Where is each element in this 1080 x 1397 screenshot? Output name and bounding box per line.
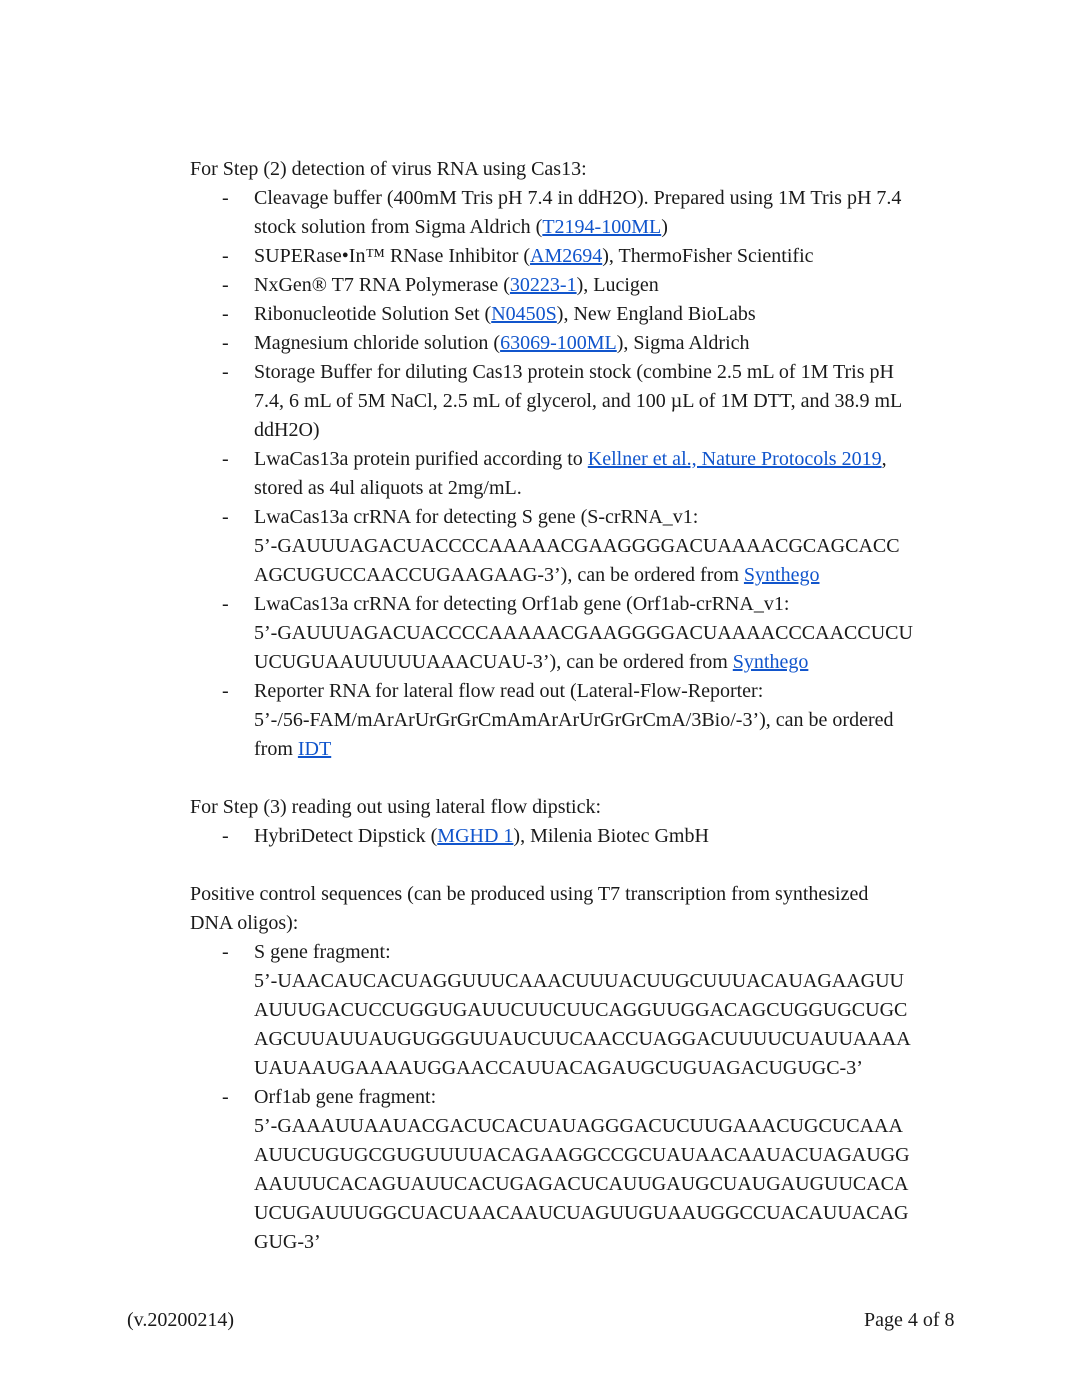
list-item-reporter-rna	[190, 677, 970, 764]
item-text: ), Milenia Biotec GmbH	[513, 825, 709, 847]
bullet-dash: -	[222, 825, 229, 847]
item-text: LwaCas13a crRNA for detecting Orf1ab gene (Orf1ab-crRNA_v1:	[254, 593, 790, 615]
item-text: SUPERase•In™ RNase Inhibitor (	[254, 245, 531, 267]
list-item-orf1ab-fragment	[190, 1083, 970, 1257]
sequence-line: AUUUGACUCCUGGUGAUUCUUCUUCAGGUUGGACAGCUGGUGCUGC	[254, 999, 908, 1021]
sequence-line: AAUUUCACAGUAUUCACUGAGACUCAUUGAUGCUAUGAUGUUCACA	[254, 1173, 909, 1195]
positive-controls-heading-cont: DNA oligos):	[190, 912, 299, 934]
list-item-t7-polymerase	[190, 271, 970, 300]
bullet-dash: -	[222, 448, 229, 470]
item-text: ), Lucigen	[576, 274, 659, 296]
sequence-line: UCUGAUUUGGCUACUAACAAUCUAGUUGUAAUGGCCUACAUUACAG	[254, 1202, 909, 1224]
positive-controls-list	[190, 938, 970, 1257]
list-item-storage-buffer	[190, 358, 970, 445]
bullet-dash: -	[222, 303, 229, 325]
bullet-dash: -	[222, 332, 229, 354]
item-text: LwaCas13a crRNA for detecting S gene (S-crRNA_v1:	[254, 506, 699, 528]
bullet-dash: -	[222, 1086, 229, 1108]
bullet-dash: -	[222, 680, 229, 702]
item-text: ), New England BioLabs	[556, 303, 756, 325]
step3-heading: For Step (3) reading out using lateral flow dipstick:	[190, 796, 602, 818]
catalog-link-t2194[interactable]: T2194-100ML	[542, 216, 662, 238]
vendor-link-idt[interactable]: IDT	[297, 738, 332, 760]
reference-link-kellner[interactable]: Kellner et al., Nature Protocols 2019	[587, 448, 882, 470]
item-text: NxGen® T7 RNA Polymerase (	[254, 274, 510, 296]
list-item-ribonucleotide	[190, 300, 970, 329]
fragment-title: S gene fragment:	[254, 941, 391, 963]
item-text: Reporter RNA for lateral flow read out (Lateral-Flow-Reporter:	[254, 680, 764, 702]
list-item-orf1ab-crrna	[190, 590, 970, 677]
sequence-text: 5’-/56-FAM/mArArUrGrGrCmAmArArUrGrGrCmA/3Bio/-3’), can be ordered	[254, 709, 894, 731]
list-item-magnesium-chloride	[190, 329, 970, 358]
item-text: ), Sigma Aldrich	[616, 332, 750, 354]
item-text: stock solution from Sigma Aldrich (	[254, 216, 543, 238]
vendor-link-synthego[interactable]: Synthego	[743, 564, 820, 586]
list-item-s-gene-fragment	[190, 938, 970, 1083]
bullet-dash: -	[222, 361, 229, 383]
fragment-title: Orf1ab gene fragment:	[254, 1086, 437, 1108]
list-item-hybridetect	[190, 822, 970, 851]
sequence-line: 5’-GAAAUUAAUACGACUCACUAUAGGGACUCUUGAAACUGCUCAAA	[254, 1115, 903, 1137]
catalog-link-mghd1[interactable]: MGHD 1	[437, 825, 514, 847]
item-text: Ribonucleotide Solution Set (	[254, 303, 492, 325]
step3-list	[190, 822, 970, 851]
sequence-line: UAUAAUGAAAAUGGAACCAUUACAGAUGCUGUAGACUGUGC-3’	[254, 1057, 863, 1079]
sequence-text: AGCUGUCCAACCUGAAGAAG-3’), can be ordered from	[254, 564, 744, 586]
sequence-line: AGCUUAUUAUGUGGGUUAUCUUCAACCUAGGACUUUUCUAUUAAAA	[254, 1028, 911, 1050]
catalog-link-n0450s[interactable]: N0450S	[491, 303, 557, 325]
list-item-rnase-inhibitor	[190, 242, 970, 271]
step2-heading: For Step (2) detection of virus RNA using Cas13:	[190, 158, 587, 180]
item-text: stored as 4ul aliquots at 2mg/mL.	[254, 477, 522, 499]
item-text: LwaCas13a protein purified according to	[254, 448, 588, 470]
sequence-text: UCUGUAAUUUUUAAACUAU-3’), can be ordered from	[254, 651, 733, 673]
page-content	[190, 155, 970, 1257]
bullet-dash: -	[222, 245, 229, 267]
bullet-dash: -	[222, 506, 229, 528]
section-spacer	[190, 851, 970, 880]
bullet-dash: -	[222, 274, 229, 296]
sequence-line: GUG-3’	[254, 1231, 321, 1253]
item-text: Magnesium chloride solution (	[254, 332, 501, 354]
bullet-dash: -	[222, 593, 229, 615]
item-text: Cleavage buffer (400mM Tris pH 7.4 in ddH2O). Prepared using 1M Tris pH 7.4	[254, 187, 902, 209]
sequence-line: AUUCUGUGCGUGUUUUACAGAAGGCCGCUAUAACAAUACUAGAUGG	[254, 1144, 910, 1166]
item-text: 7.4, 6 mL of 5M NaCl, 2.5 mL of glycerol, and 100 µL of 1M DTT, and 38.9 mL	[254, 390, 903, 412]
bullet-dash: -	[222, 941, 229, 963]
item-text: ), ThermoFisher Scientific	[602, 245, 814, 267]
vendor-link-synthego[interactable]: Synthego	[732, 651, 809, 673]
positive-controls-heading: Positive control sequences (can be produced using T7 transcription from synthesized	[190, 883, 869, 905]
sequence-text: 5’-GAUUUAGACUACCCCAAAAACGAAGGGGACUAAAACCCAACCUCU	[254, 622, 913, 644]
list-item-s-crrna	[190, 503, 970, 590]
catalog-link-am2694[interactable]: AM2694	[530, 245, 603, 267]
step2-list	[190, 184, 970, 764]
footer-page-number: Page 4 of 8	[864, 1309, 955, 1331]
footer-version: (v.20200214)	[127, 1309, 235, 1331]
item-text: )	[661, 216, 668, 238]
list-item-cleavage-buffer	[190, 184, 970, 242]
list-item-lwacas13a-protein	[190, 445, 970, 503]
item-text: Storage Buffer for diluting Cas13 protein stock (combine 2.5 mL of 1M Tris pH	[254, 361, 894, 383]
sequence-text: 5’-GAUUUAGACUACCCCAAAAACGAAGGGGACUAAAACGCAGCACC	[254, 535, 900, 557]
item-text: HybriDetect Dipstick (	[254, 825, 438, 847]
item-text: ddH2O)	[254, 419, 320, 441]
sequence-line: 5’-UAACAUCACUAGGUUUCAAACUUUACUUGCUUUACAUAGAAGUU	[254, 970, 904, 992]
bullet-dash: -	[222, 187, 229, 209]
catalog-link-63069[interactable]: 63069-100ML	[500, 332, 617, 354]
catalog-link-30223-1[interactable]: 30223-1	[509, 274, 577, 296]
item-text: ,	[881, 448, 887, 470]
section-spacer	[190, 764, 970, 793]
item-text: from	[254, 738, 298, 760]
